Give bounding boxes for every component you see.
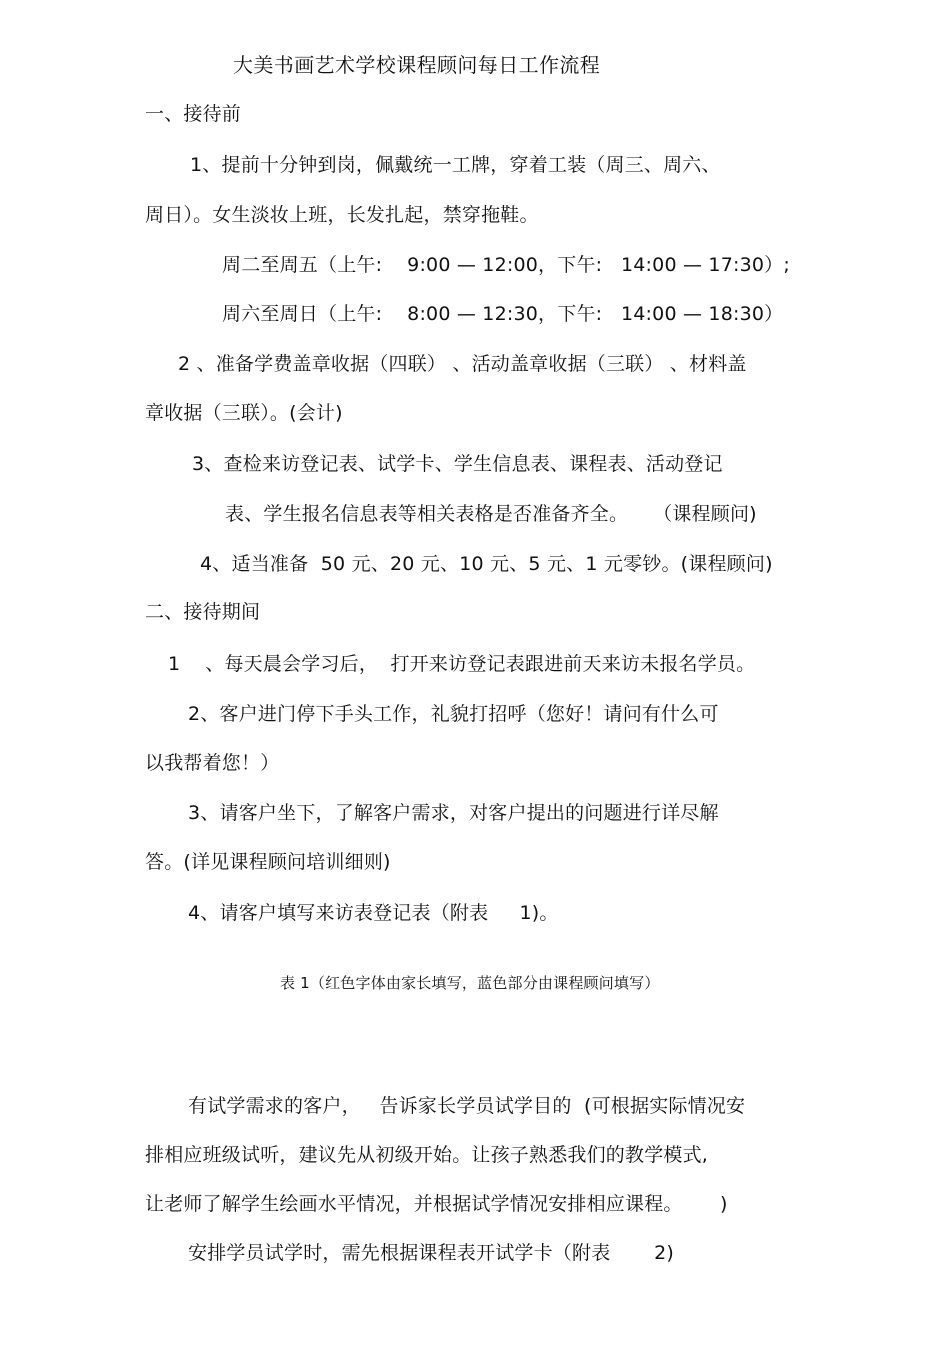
trial-paragraph-line2: 排相应班级试听，建议先从初级开始。让孩子熟悉我们的教学模式,: [145, 1144, 709, 1166]
section2-item2-line1: 2、客户进门停下手头工作，礼貌打招呼（您好！请问有什么可: [188, 703, 719, 725]
section2-item2-line2: 以我帮着您！）: [145, 752, 280, 774]
trial-paragraph-line3: 让老师了解学生绘画水平情况，并根据试学情况安排相应课程。 ): [145, 1193, 728, 1215]
table-caption: 表 1（红色字体由家长填写，蓝色部分由课程顾问填写）: [280, 974, 660, 992]
section1-item1-line1: 1、提前十分钟到岗，佩戴统一工牌，穿着工装（周三、周六、: [190, 154, 721, 176]
section-heading-before-reception: 一、接待前: [145, 103, 242, 125]
section1-item3-line2: 表、学生报名信息表等相关表格是否准备齐全。 （课程顾问): [225, 503, 757, 525]
section2-item1: 1 、每天晨会学习后， 打开来访登记表跟进前天来访未报名学员。: [168, 653, 756, 675]
working-hours-weekday: 周二至周五（上午: 9:00 — 12:00，下午: 14:00 — 17:30）;: [222, 254, 790, 276]
section1-item2-line2: 章收据（三联）。(会计): [145, 402, 343, 424]
section1-item1-line2: 周日）。女生淡妆上班，长发扎起，禁穿拖鞋。: [145, 204, 539, 226]
section1-item4: 4、适当准备 50 元、20 元、10 元、5 元、1 元零钞。(课程顾问): [200, 553, 773, 575]
section-heading-during-reception: 二、接待期间: [145, 601, 261, 623]
section2-item4: 4、请客户填写来访表登记表（附表 1)。: [188, 902, 559, 924]
trial-card-paragraph: 安排学员试学时，需先根据课程表开试学卡（附表 2): [188, 1242, 674, 1264]
section2-item3-line1: 3、请客户坐下，了解客户需求，对客户提出的问题进行详尽解: [188, 802, 719, 824]
section1-item2-line1: 2 、准备学费盖章收据（四联） 、活动盖章收据（三联） 、材料盖: [178, 353, 747, 375]
document-title: 大美书画艺术学校课程顾问每日工作流程: [233, 53, 601, 77]
section2-item3-line2: 答。(详见课程顾问培训细则): [145, 851, 391, 873]
trial-paragraph-line1: 有试学需求的客户， 告诉家长学员试学目的 (可根据实际情况安: [188, 1095, 746, 1117]
working-hours-weekend: 周六至周日（上午: 8:00 — 12:30，下午: 14:00 — 18:30）: [222, 303, 784, 325]
section1-item3-line1: 3、查检来访登记表、试学卡、学生信息表、课程表、活动登记: [192, 453, 723, 475]
